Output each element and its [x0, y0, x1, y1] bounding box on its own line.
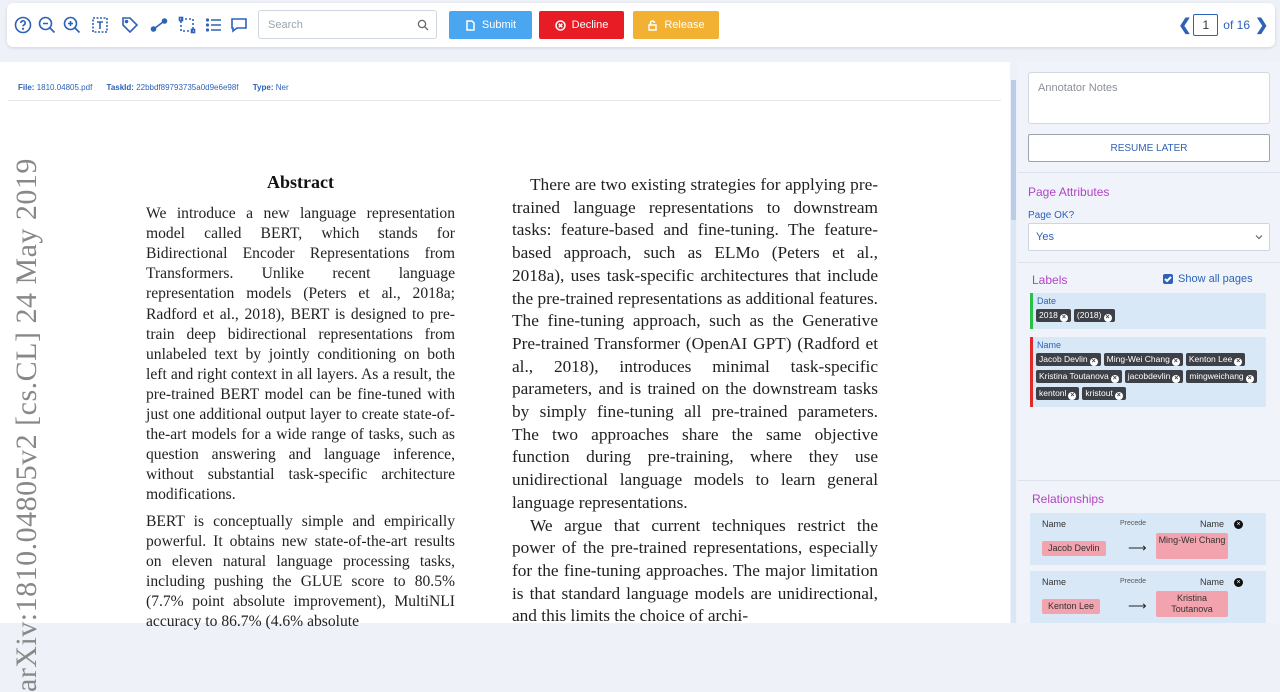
label-chip[interactable]	[1125, 370, 1184, 383]
label-group-date	[1030, 293, 1266, 329]
list-icon[interactable]	[205, 16, 223, 34]
annotation-panel	[1018, 62, 1280, 623]
task-label: TaskId:	[106, 83, 134, 92]
relationship-item[interactable]	[1030, 571, 1266, 623]
separator	[1018, 172, 1280, 173]
relation-icon[interactable]	[150, 16, 168, 34]
close-icon[interactable]: ×	[1112, 375, 1117, 382]
label-chip[interactable]	[1036, 353, 1101, 366]
zoom-out-icon[interactable]	[38, 16, 56, 34]
release-button[interactable]	[633, 11, 719, 39]
close-icon[interactable]: ×	[1116, 392, 1121, 399]
page-total: of 16	[1223, 18, 1250, 32]
resume-later-button[interactable]: RESUME LATER	[1028, 134, 1270, 162]
unlock-icon	[647, 20, 658, 31]
abstract-title: Abstract	[267, 172, 334, 192]
label-group-name	[1030, 337, 1266, 407]
task-value: 22bbdf89793735a0d9e6e98f	[136, 83, 239, 92]
document-icon	[465, 20, 476, 31]
decline-label: Decline	[571, 19, 609, 31]
relationship-item[interactable]	[1030, 513, 1266, 565]
label-color-bar	[1030, 337, 1033, 407]
chip-text: (2018)	[1076, 310, 1102, 320]
comment-icon[interactable]	[230, 16, 248, 34]
chip-text: Ming-Wei Chang	[1106, 354, 1170, 364]
page-number-input[interactable]: 1	[1193, 14, 1218, 36]
release-label: Release	[664, 19, 705, 31]
scrollbar-thumb[interactable]	[1011, 80, 1016, 220]
annotator-notes-box	[1028, 72, 1270, 124]
close-icon[interactable]: ×	[1173, 358, 1178, 365]
separator	[1018, 262, 1280, 263]
relationships-title: Relationships	[1032, 492, 1105, 506]
close-icon[interactable]: ×	[1236, 358, 1241, 365]
close-icon[interactable]: ×	[1247, 375, 1252, 382]
label-chip[interactable]	[1186, 353, 1245, 366]
next-page-icon[interactable]: ❯	[1255, 17, 1269, 34]
label-chip[interactable]	[1104, 353, 1183, 366]
text-select-icon[interactable]	[91, 16, 109, 34]
label-chip[interactable]	[1036, 309, 1071, 322]
chip-text: Kristina Toutanova	[1039, 371, 1109, 381]
divider	[8, 100, 1001, 101]
label-chip[interactable]	[1186, 370, 1256, 383]
chip-text: mingweichang	[1189, 371, 1244, 381]
from-type: Name	[1042, 519, 1067, 529]
close-icon[interactable]: ×	[1234, 578, 1243, 587]
show-all-label: Show all pages	[1178, 273, 1253, 285]
close-icon[interactable]: ×	[1105, 314, 1110, 321]
right-column	[512, 174, 878, 628]
label-chip[interactable]	[1074, 309, 1115, 322]
checkbox-checked-icon[interactable]	[1163, 274, 1173, 284]
intro-paragraph-1[interactable]: There are two existing strategies for applying pre-trained language representations to downstream tasks: feature-based and fine-tuning. The feature-based approach, such as ELMo (Peters et al., 2018a), uses task-specific architectures that include the pre-trained representations as additional features. The fine-tuning approach, such as the Generative Pre-trained Transformer (OpenAI GPT) (Radford et al., 2018), introduces minimal task-specific parameters, and is trained on the downstream tasks by simply fine-tuning all pre-trained parameters. The two approaches share the same objective function during pre-training, where they use unidirectional language models to learn general language representations.	[512, 175, 878, 512]
intro-paragraph-2[interactable]: We argue that current techniques restrict the power of the pre-trained representations, especially for the fine-tuning approaches. The major limitation is that standard language models are unidirectional, and this limits the choice of archi-	[512, 515, 878, 626]
document-viewer[interactable]	[0, 62, 1010, 692]
page-attributes-title: Page Attributes	[1028, 185, 1110, 199]
page-navigator	[1178, 13, 1269, 37]
to-entity: Kristina Toutanova	[1156, 591, 1228, 617]
chevron-down-icon	[1255, 233, 1263, 241]
chip-text: kristout	[1085, 388, 1113, 398]
chip-text: jacobdevlin	[1127, 371, 1171, 381]
type-value: Ner	[275, 83, 289, 92]
submit-button[interactable]	[449, 11, 532, 39]
close-icon[interactable]: ×	[1174, 375, 1179, 382]
relation-type: Precede	[1120, 520, 1147, 527]
zoom-in-icon[interactable]	[63, 16, 81, 34]
close-icon[interactable]: ×	[1070, 392, 1075, 399]
page-ok-select[interactable]	[1028, 223, 1270, 251]
page-ok-value: Yes	[1036, 231, 1054, 243]
file-label: File:	[18, 83, 35, 92]
chip-text: Jacob Devlin	[1039, 354, 1088, 364]
arxiv-stamp-text: arXiv:1810.04805v2 [cs.CL] 24 May 2019	[10, 158, 43, 692]
left-column	[146, 172, 455, 632]
abstract-paragraph-2[interactable]: BERT is conceptually simple and empirically powerful. It obtains new state-of-the-art results on eleven natural language processing tasks, including pushing the GLUE score to 80.5% (7.7% point absolute improvement), MultiNLI accuracy to 86.7% (4.6% absolute	[146, 512, 455, 630]
from-type: Name	[1042, 577, 1067, 587]
close-icon[interactable]: ×	[1234, 520, 1243, 529]
help-icon[interactable]	[14, 16, 32, 34]
tag-icon[interactable]	[121, 16, 139, 34]
to-entity: Ming-Wei Chang	[1156, 533, 1228, 559]
search-box	[258, 10, 437, 39]
search-input[interactable]	[259, 11, 409, 38]
arrow-right-icon: ⟶	[1128, 598, 1147, 613]
chip-text: kentonl	[1039, 388, 1067, 398]
label-color-bar	[1030, 293, 1033, 329]
relation-type: Precede	[1120, 578, 1147, 585]
close-icon[interactable]: ×	[1091, 358, 1096, 365]
show-all-pages-toggle[interactable]	[1163, 273, 1253, 285]
label-chip[interactable]	[1036, 370, 1122, 383]
label-chip[interactable]	[1036, 387, 1079, 400]
from-entity: Kenton Lee	[1042, 599, 1100, 614]
to-type: Name	[1200, 519, 1225, 529]
label-chips	[1036, 353, 1262, 404]
from-entity: Jacob Devlin	[1042, 541, 1106, 556]
toolbar	[7, 3, 1275, 47]
submit-label: Submit	[481, 19, 517, 31]
label-chips	[1036, 309, 1262, 326]
type-label: Type:	[252, 83, 274, 92]
cancel-circle-icon	[555, 20, 566, 31]
to-type: Name	[1200, 577, 1225, 587]
document-scrollbar[interactable]	[1011, 80, 1016, 623]
search-icon[interactable]	[417, 19, 429, 31]
annotator-notes-input[interactable]	[1029, 73, 1269, 123]
chip-text: Kenton Lee	[1188, 354, 1233, 364]
arrow-right-icon: ⟶	[1128, 540, 1147, 555]
labels-title: Labels	[1032, 273, 1068, 287]
region-select-icon[interactable]	[178, 16, 196, 34]
page-ok-label: Page OK?	[1028, 210, 1075, 221]
decline-button[interactable]	[539, 11, 624, 39]
chip-text: 2018	[1039, 310, 1058, 320]
prev-page-icon[interactable]: ❮	[1178, 17, 1192, 34]
separator	[1018, 480, 1280, 481]
label-group-name: Date	[1037, 296, 1057, 306]
file-info	[18, 83, 301, 92]
file-value: 1810.04805.pdf	[36, 83, 93, 92]
arxiv-stamp	[10, 158, 70, 692]
label-group-name: Name	[1037, 340, 1062, 350]
abstract-paragraph-1[interactable]: We introduce a new language representation model called BERT, which stands for Bidirectional Encoder Representations from Transformers. Unlike recent language representation models (Peters et al., 2018a; Radford et al., 2018), BERT is designed to pre-train deep bidirectional representations from unlabeled text by jointly conditioning on both left and right context in all layers. As a result, the pre-trained BERT model can be fine-tuned with just one additional output layer to create state-of-the-art models for a wide range of tasks, such as question answering and language inference, without substantial task-specific architecture modifications.	[146, 205, 455, 504]
label-chip[interactable]	[1082, 387, 1125, 400]
close-icon[interactable]: ×	[1061, 314, 1066, 321]
